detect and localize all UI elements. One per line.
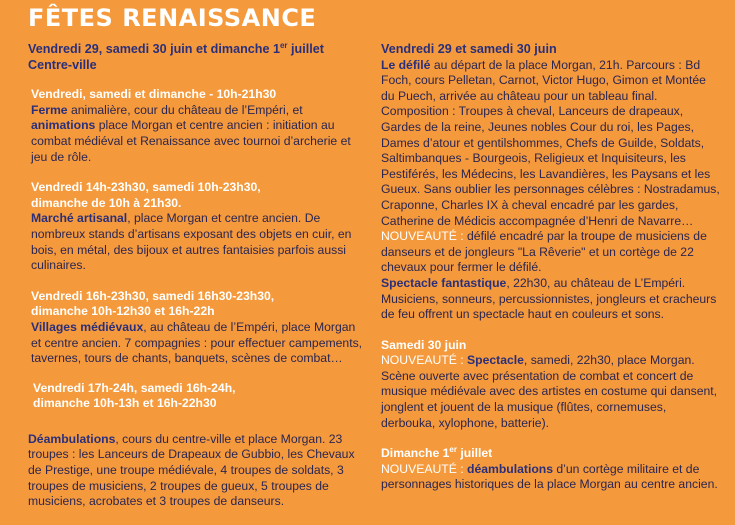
header-sup: er xyxy=(279,40,288,50)
deambulations-text: , cours du centre-ville et place Morgan. 23 troupes : les Lanceurs de Drapeaux de Gubbio, les Chevaux de Prestige, une troupe médiévale, 4 troupes de soldats, 3 troupes de musiciens, 2 troupes de gueux, 5 troupes de musiciens, acrobates et 3 troupes de danseurs. xyxy=(28,431,355,509)
villages-text: , au château de l’Empéri, place Morgan et centre ancien. 7 compagnies : pour effectuer campements, tavernes, tours de chants, banquets, scènes de combat… xyxy=(31,319,363,366)
block-samedi xyxy=(381,338,721,432)
block-ferme xyxy=(28,87,363,165)
deambulations-dimanche-keyword: déambulations xyxy=(463,461,554,476)
marche-text: , place Morgan et centre ancien. De nombreux stands d’artisans exposant des objets en cuir, en bois, en métal, des bijoux et autres fantaisies parfois aussi culinaires. xyxy=(31,211,352,273)
block-deambulations xyxy=(28,432,363,510)
ferme-text: animalière, cour du château de l’Empéri, et xyxy=(67,102,303,117)
dimanche-heading-end: juillet xyxy=(456,446,493,461)
block-time4-line2: dimanche 10h-13h et 16h-22h30 xyxy=(33,396,217,411)
deambulations-keyword: Déambulations xyxy=(28,431,116,446)
header-location: Centre-ville xyxy=(28,57,97,72)
ferme-keyword: Ferme xyxy=(31,102,68,117)
nouveaute-label-2: NOUVEAUTÉ : xyxy=(381,353,464,368)
spectacle-fantastique-keyword: Spectacle fantastique xyxy=(381,275,507,290)
left-header xyxy=(28,42,363,73)
spectacle-fantastique-text: , 22h30, au château de L’Empéri. Musiciens, sonneurs, percussionnistes, jongleurs et cracheurs de feu offrent un spectacle haut en couleurs et sons. xyxy=(381,275,717,322)
block-villages-time2: dimanche 10h-12h30 et 16h-22h xyxy=(31,304,215,319)
marche-keyword: Marché artisanal xyxy=(31,211,128,226)
header-dates: Vendredi 29, samedi 30 juin et dimanche 1 xyxy=(28,42,280,56)
block-marche xyxy=(28,180,363,274)
spectacle-keyword: Spectacle xyxy=(463,353,524,368)
villages-keyword: Villages médiévaux xyxy=(31,319,144,334)
samedi-heading: Samedi 30 juin xyxy=(381,337,467,352)
right-column xyxy=(381,42,721,493)
dimanche-heading: Dimanche 1 xyxy=(381,446,450,461)
block-time4 xyxy=(28,381,363,412)
block-marche-time2: dimanche de 10h à 21h30. xyxy=(31,195,182,210)
right-header: Vendredi 29 et samedi 30 juin xyxy=(381,42,557,56)
nouveaute-label-3: NOUVEAUTÉ : xyxy=(381,461,464,476)
header-dates-end: juillet xyxy=(287,42,324,56)
block-villages xyxy=(28,289,363,367)
block-dimanche xyxy=(381,446,721,493)
nouveaute-label-1: NOUVEAUTÉ : xyxy=(381,229,464,244)
defile-text: au départ de la place Morgan, 21h. Parcours : Bd Foch, cours Pelletan, Carnot, Victor Hugo, Gimon et Montée du Puech, arrivée au château pour un tableau final. Composition : Troupes à cheval, Lanceurs de drapeaux, Gardes de la reine, Jeunes nobles Cour du roi, les Pages, Dames d’atour et gentilshommes, Chefs de Guilde, Soldats, Saltimbanques - Bourgeois, Religieux et Inquisiteurs, les Pestiférés, les Médecins, les Lavandières, les Paysans et les Gueux. Sans oublier les personnages célèbres : Nostradamus, Craponne, Charles IX à cheval encadré par les gardes, Catherine de Médicis accompagnée d’Henri de Navarre… xyxy=(381,57,720,228)
nouveaute-text-1: défilé encadré par la troupe de musiciens de danseurs et de jongleurs "La Rêverie" et un cortège de 22 chevaux pour fermer le défilé. xyxy=(381,229,707,275)
block-defile xyxy=(381,58,721,323)
block-time4-line1: Vendredi 17h-24h, samedi 16h-24h, xyxy=(33,380,236,395)
dimanche-sup: er xyxy=(449,445,457,455)
page-title: FÊTES RENAISSANCE xyxy=(28,4,317,32)
animations-keyword: animations xyxy=(31,118,96,133)
spectacle-text: , samedi, 22h30, place Morgan. Scène ouverte avec présentation de combat et concert de musique médiévale avec des artistes en costume qui dansent, jonglent et jouent de la musique (flûtes, cornemuses, derbouka, xylophone, batterie). xyxy=(381,353,718,430)
left-column xyxy=(28,42,363,510)
animations-text: place Morgan et centre ancien : initiation au combat médiéval et Renaissance avec tournoi d’archerie et jeu de rôle. xyxy=(31,118,351,164)
block-villages-time1: Vendredi 16h-23h30, samedi 16h30-23h30, xyxy=(31,288,275,303)
deambulations-dimanche-text: d’un cortège militaire et de personnages historiques de la place Morgan au centre ancien. xyxy=(381,461,718,492)
defile-keyword: Le défilé xyxy=(381,57,431,72)
block-ferme-time: Vendredi, samedi et dimanche - 10h-21h30 xyxy=(31,87,277,102)
block-marche-time1: Vendredi 14h-23h30, samedi 10h-23h30, xyxy=(31,180,261,195)
